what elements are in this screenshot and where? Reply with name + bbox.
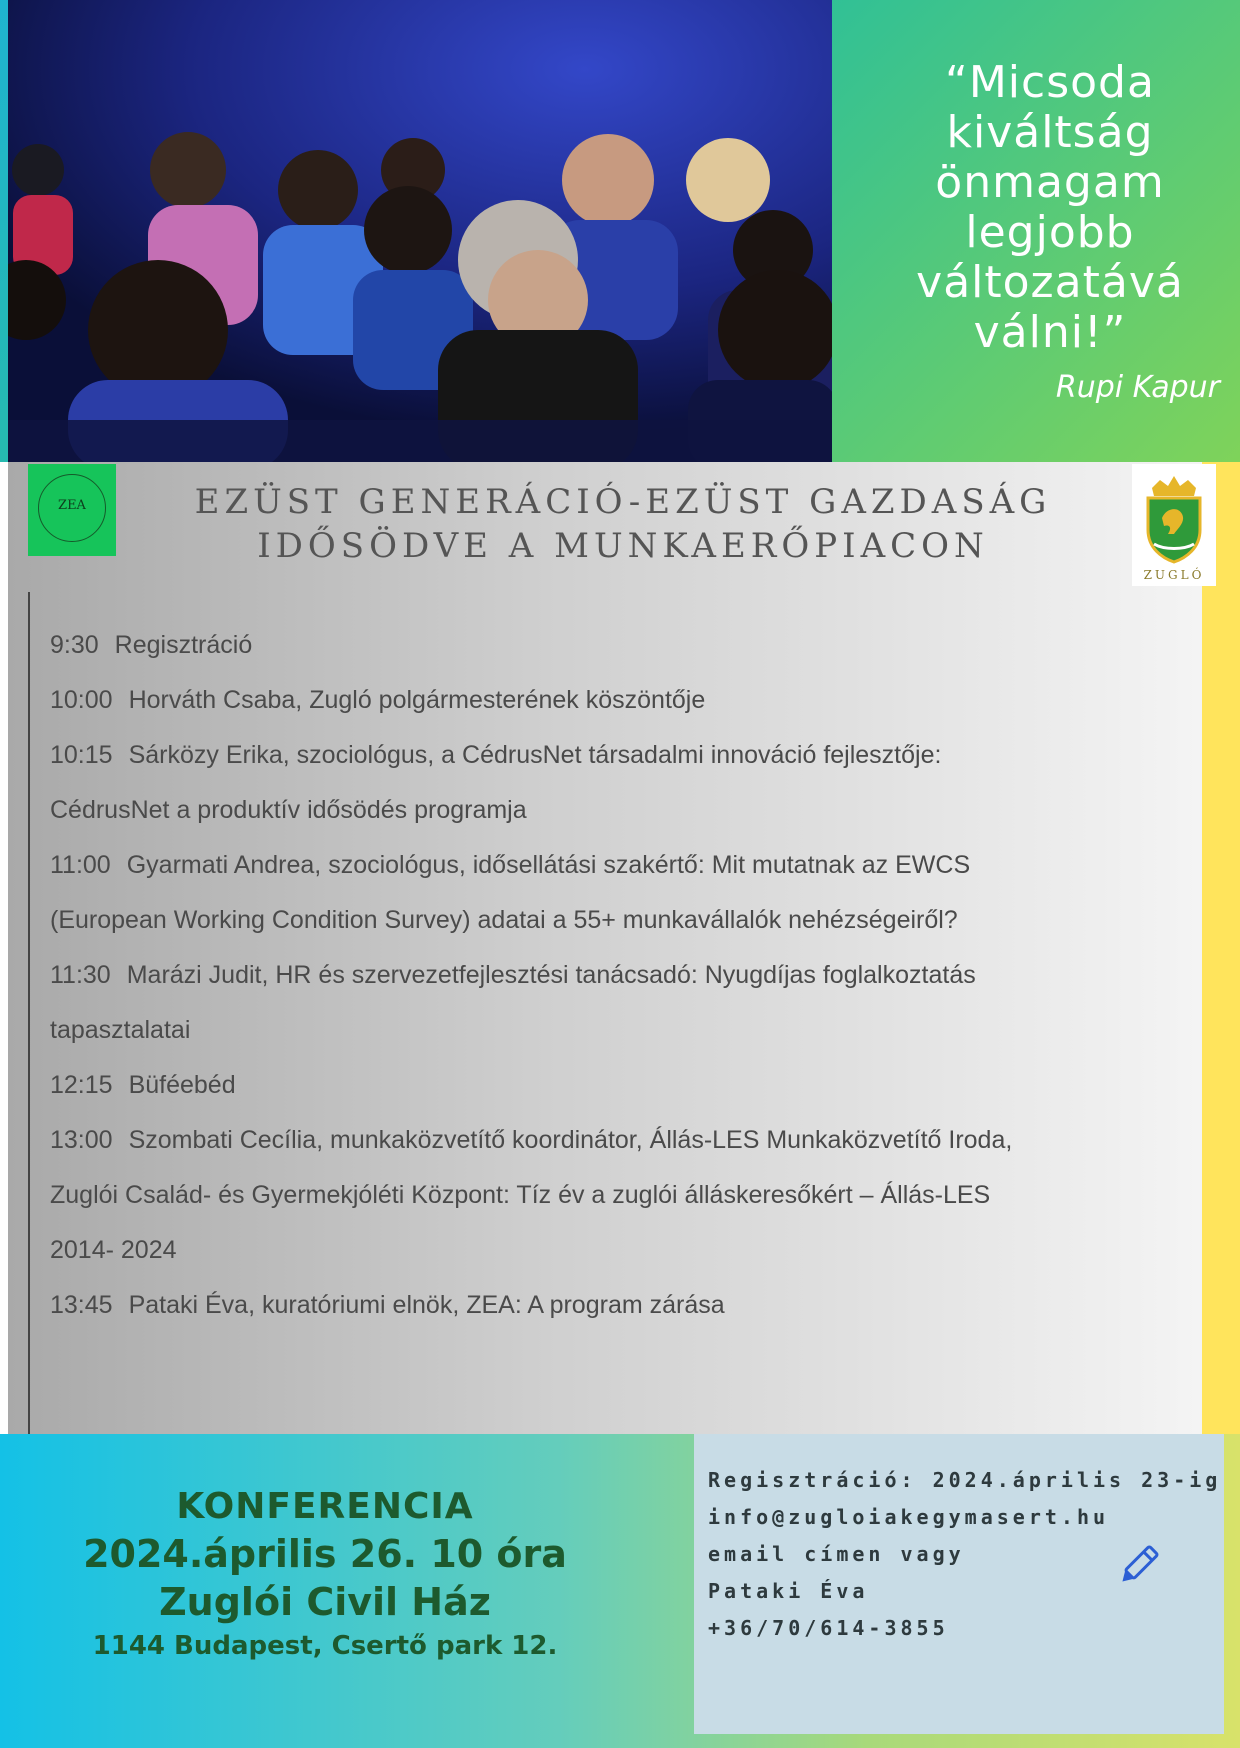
quote-text: “Micsoda kiváltság önmagam legjobb változatává válni!” (916, 57, 1184, 358)
agenda-row (50, 1113, 1180, 1168)
agenda-list (50, 618, 1180, 1333)
conference-info (60, 1484, 590, 1666)
agenda-row (50, 1278, 1180, 1333)
agenda-text: Horváth Csaba, Zugló polgármesterének köszöntője (128, 686, 706, 714)
agenda-row (50, 783, 1180, 838)
zuglo-logo-text: ZUGLÓ (1143, 568, 1205, 582)
program-section (8, 462, 1240, 1434)
agenda-time: 13:45 (50, 1291, 113, 1319)
agenda-panel (8, 462, 1205, 1434)
zuglo-crest-icon (1142, 472, 1206, 564)
zea-logo (28, 464, 116, 556)
pencil-icon (1114, 1542, 1162, 1590)
agenda-time: 13:00 (50, 1126, 113, 1154)
agenda-row (50, 948, 1180, 1003)
conference-label: KONFERENCIA (176, 1486, 474, 1527)
agenda-time: 9:30 (50, 631, 99, 659)
registration-contact-name: Pataki Éva (708, 1579, 869, 1603)
agenda-text: Büféebéd (128, 1071, 236, 1099)
conference-venue: Zuglói Civil Ház (159, 1580, 491, 1624)
registration-note: email címen vagy (708, 1542, 965, 1566)
registration-box (694, 1434, 1224, 1734)
agenda-row (50, 838, 1180, 893)
registration-phone[interactable]: +36/70/614-3855 (708, 1616, 949, 1640)
agenda-text: CédrusNet a produktív idősödés programja (50, 796, 527, 824)
agenda-text: Pataki Éva, kuratóriumi elnök, ZEA: A program zárása (128, 1291, 725, 1319)
quote-author: Rupi Kapur (1055, 370, 1220, 405)
agenda-text: tapasztalatai (50, 1016, 191, 1044)
header-band (0, 0, 1240, 462)
agenda-time: 12:15 (50, 1071, 113, 1099)
footer-band (0, 1434, 1240, 1748)
agenda-time: 10:00 (50, 686, 113, 714)
agenda-row (50, 893, 1180, 948)
agenda-text: Sárközy Erika, szociológus, a CédrusNet társadalmi innováció fejlesztője: (128, 741, 942, 769)
vertical-divider (28, 592, 30, 1462)
agenda-row (50, 1058, 1180, 1113)
agenda-row (50, 673, 1180, 728)
registration-deadline: Regisztráció: 2024.április 23-ig (708, 1468, 1222, 1492)
agenda-text: Marázi Judit, HR és szervezetfejlesztési tanácsadó: Nyugdíjas foglalkoztatás (126, 961, 976, 989)
audience-photo (8, 0, 832, 462)
agenda-text: Zuglói Család- és Gyermekjóléti Központ: Tíz év a zuglói álláskeresőkért – Állás-LES (50, 1181, 991, 1209)
title-line-2: IDŐSÖDVE A MUNKAERŐPIACON (257, 526, 989, 566)
title-line-1: EZÜST GENERÁCIÓ-EZÜST GAZDASÁG (194, 482, 1052, 522)
agenda-text: Szombati Cecília, munkaközvetítő koordinátor, Állás-LES Munkaközvetítő Iroda, (128, 1126, 1013, 1154)
agenda-text: Gyarmati Andrea, szociológus, idősellátási szakértő: Mit mutatnak az EWCS (126, 851, 971, 879)
agenda-time: 11:30 (50, 961, 111, 989)
zea-logo-text: ZEA (58, 498, 86, 513)
agenda-text: (European Working Condition Survey) adatai a 55+ munkavállalók nehézségeiről? (50, 906, 958, 934)
agenda-row (50, 1223, 1180, 1278)
agenda-row (50, 618, 1180, 673)
registration-email[interactable]: info@zugloiakegymasert.hu (708, 1505, 1110, 1529)
agenda-row (50, 728, 1180, 783)
agenda-row (50, 1003, 1180, 1058)
agenda-row (50, 1168, 1180, 1223)
agenda-text: Regisztráció (114, 631, 253, 659)
agenda-time: 10:15 (50, 741, 113, 769)
event-title (128, 480, 1118, 568)
agenda-text: 2014- 2024 (50, 1236, 177, 1264)
conference-address: 1144 Budapest, Csertő park 12. (92, 1631, 558, 1661)
audience-illustration (8, 0, 832, 462)
conference-date: 2024.április 26. 10 óra (83, 1532, 567, 1576)
agenda-time: 11:00 (50, 851, 111, 879)
zuglo-logo (1132, 464, 1216, 586)
